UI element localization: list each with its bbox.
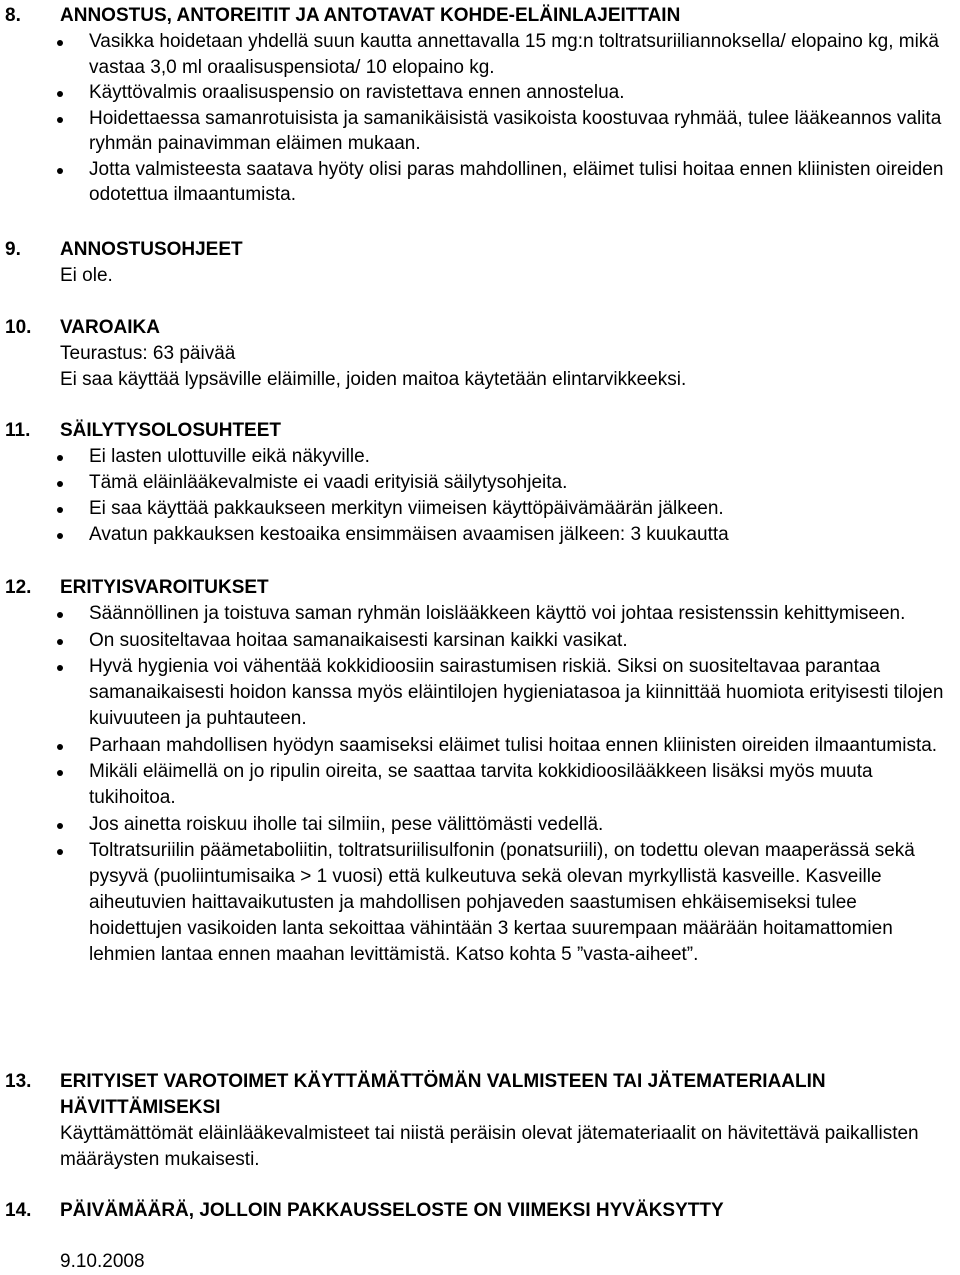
withdrawal-slaughter: Teurastus: 63 päivää <box>60 343 236 364</box>
list-item-text: Hyvä hygienia voi vähentää kokkidioosiin sairastumisen riskiä. Siksi on suositeltavaa parantaa samanaikaisesti hoidon kanssa myös eläintilojen hygieniatasoa ja kiinnittää huomiota erityisesti tilojen kuivuuteen ja puhtauteen. <box>89 656 944 729</box>
bullet-icon <box>57 533 63 539</box>
section-heading: SÄILYTYSOLOSUHTEET <box>60 420 281 441</box>
bullet-icon <box>57 91 63 97</box>
bullet-icon <box>57 665 63 671</box>
section-14 <box>0 1198 960 1224</box>
bullet-list <box>0 601 960 968</box>
section-heading: ERITYISVAROITUKSET <box>60 577 269 598</box>
approval-date-row <box>0 1249 960 1275</box>
section-heading: ERITYISET VAROTOIMET KÄYTTÄMÄTTÖMÄN VALMISTEEN TAI JÄTEMATERIAALIN HÄVITTÄMISEKSI <box>60 1071 826 1118</box>
section-text: Käyttämättömät eläinlääkevalmisteet tai niistä peräisin olevat jätemateriaalit on hävitettävä paikallisten määräysten mukaisesti. <box>60 1123 919 1170</box>
section-number: 10. <box>5 317 32 338</box>
bullet-icon <box>57 612 63 618</box>
list-item-text: Säännöllinen ja toistuva saman ryhmän loislääkkeen käyttö voi johtaa resistenssin kehittymiseen. <box>89 603 906 624</box>
bullet-list <box>0 29 960 208</box>
section-11 <box>0 418 960 548</box>
list-item <box>89 157 954 208</box>
section-number: 11. <box>5 420 31 441</box>
list-item <box>89 654 954 732</box>
section-10 <box>0 315 960 393</box>
bullet-icon <box>57 40 63 46</box>
list-item <box>89 733 954 759</box>
list-item-text: Jos ainetta roiskuu iholle tai silmiin, pese välittömästi vedellä. <box>89 813 604 835</box>
bullet-icon <box>57 849 63 855</box>
section-number: 13. <box>5 1071 32 1092</box>
section-9 <box>0 237 960 289</box>
list-item <box>89 759 954 811</box>
list-item <box>89 522 954 548</box>
section-12 <box>0 575 960 969</box>
list-item <box>89 496 954 522</box>
list-item-text: Ei lasten ulottuville eikä näkyville. <box>89 446 370 467</box>
bullet-icon <box>57 639 63 645</box>
section-heading: PÄIVÄMÄÄRÄ, JOLLOIN PAKKAUSSELOSTE ON VIIMEKSI HYVÄKSYTTY <box>60 1200 724 1221</box>
section-text: Ei ole. <box>60 265 113 286</box>
section-heading: ANNOSTUSOHJEET <box>60 239 243 260</box>
bullet-icon <box>57 770 63 776</box>
section-heading: ANNOSTUS, ANTOREITIT JA ANTOTAVAT KOHDE-ELÄINLAJEITTAIN <box>60 5 681 26</box>
list-item <box>89 812 954 838</box>
section-number: 8. <box>5 5 21 26</box>
list-item-text: Ei saa käyttää pakkaukseen merkityn viimeisen käyttöpäivämäärän jälkeen. <box>89 498 724 519</box>
list-item <box>89 628 954 654</box>
list-item-text: Mikäli eläimellä on jo ripulin oireita, se saattaa tarvita kokkidioosilääkkeen lisäksi myös muuta tukihoitoa. <box>89 761 873 808</box>
section-13 <box>0 1069 960 1173</box>
section-number: 9. <box>5 239 21 260</box>
list-item <box>89 106 954 157</box>
bullet-icon <box>57 744 63 750</box>
bullet-icon <box>57 481 63 487</box>
list-item <box>89 444 954 470</box>
list-item <box>89 838 954 968</box>
list-item-text: Avatun pakkauksen kestoaika ensimmäisen avaamisen jälkeen: 3 kuukautta <box>89 524 729 545</box>
bullet-icon <box>57 117 63 123</box>
list-item-text: Hoidettaessa samanrotuisista ja samanikäisistä vasikoista koostuvaa ryhmää, tulee lääkeannos valita ryhmän painavimman eläimen mukaan. <box>89 107 942 154</box>
list-item <box>89 470 954 496</box>
list-item-text: Tämä eläinlääkevalmiste ei vaadi erityisiä säilytysohjeita. <box>89 472 568 493</box>
list-item <box>89 601 954 627</box>
approval-date: 9.10.2008 <box>60 1251 145 1272</box>
list-item <box>89 80 954 106</box>
section-8 <box>0 3 960 208</box>
list-item-text: Jotta valmisteesta saatava hyöty olisi paras mahdollinen, eläimet tulisi hoitaa ennen kliinisten oireiden odotettua ilmaantumista. <box>89 158 944 205</box>
bullet-icon <box>57 455 63 461</box>
list-item-text: Toltratsuriilin päämetaboliitin, toltratsuriilisulfonin (ponatsuriili), on todettu olevan maaperässä sekä pysyvä (puoliintumisaika > 1 vuosi) että kulkeutuva sekä olevan myrkyllistä kasveille. Kasveille aiheutuvien haittavaikutusten ja mahdollisen pohjaveden saastumisen ehkäisemiseksi tulee hoidettujen vasikoiden lanta sekoittaa vähintään 3 kertaa suurempaan määrään hoitamattomien lehmien lantaa ennen maahan levittämistä. Katso kohta 5 ”vasta-aiheet”. <box>89 840 915 965</box>
section-number: 14. <box>5 1200 32 1221</box>
section-heading: VAROAIKA <box>60 317 160 338</box>
list-item-text: Parhaan mahdollisen hyödyn saamiseksi eläimet tulisi hoitaa ennen kliinisten oireiden ilmaantumista. <box>89 734 938 756</box>
list-item <box>89 29 954 80</box>
list-item-text: On suositeltavaa hoitaa samanaikaisesti karsinan kaikki vasikat. <box>89 629 628 651</box>
list-item-text: Vasikka hoidetaan yhdellä suun kautta annettavalla 15 mg:n toltratsuriiliannoksella/ elopaino kg, mikä vastaa 3,0 ml oraalisuspensiota/ 10 elopaino kg. <box>89 31 939 78</box>
section-number: 12. <box>5 577 32 598</box>
bullet-icon <box>57 823 63 829</box>
bullet-icon <box>57 507 63 513</box>
withdrawal-milk: Ei saa käyttää lypsäville eläimille, joiden maitoa käytetään elintarvikkeeksi. <box>60 369 687 390</box>
bullet-icon <box>57 168 63 174</box>
list-item-text: Käyttövalmis oraalisuspensio on ravistettava ennen annostelua. <box>89 82 625 103</box>
bullet-list <box>0 444 960 548</box>
